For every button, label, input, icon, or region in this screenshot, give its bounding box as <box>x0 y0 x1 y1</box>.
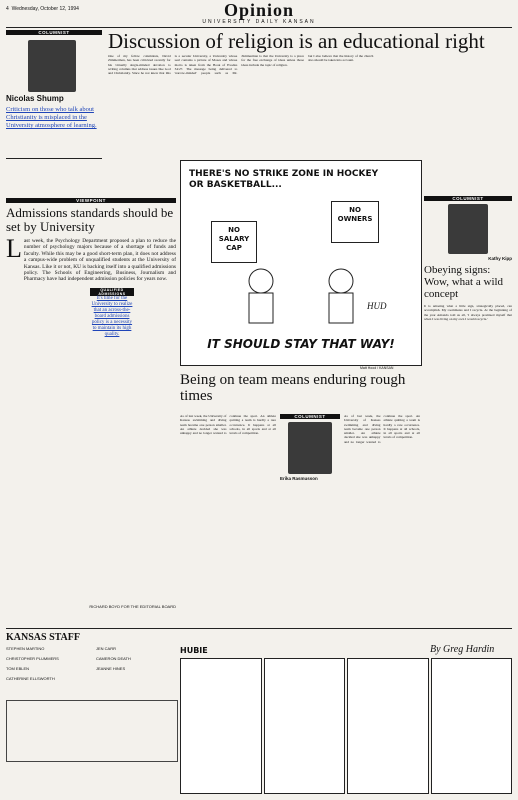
cartoon-sign-1: NO SALARY CAP <box>211 221 257 263</box>
staff-name: CHRISTOPHER PLUMMERS <box>6 656 59 661</box>
team-body: As of last week, the University of Kansas swimming and diving team became one person smaller. An athlete decided she was unhappy and no longer wanted to continue the sport. An athlete quitting a team is hardly a rare occurrence. It happens at all schools, in all sports and at all levels of competition. <box>180 414 276 436</box>
top-story-continued: but I also believe that the history of the church also should be taken into account. <box>308 54 374 63</box>
cartoon-sign-2: NO OWNERS <box>331 201 379 243</box>
top-headline: Discussion of religion is an educational right <box>108 29 485 53</box>
cartoon-caption: IT SHOULD STAY THAT WAY! <box>207 337 395 351</box>
paper-name: UNIVERSITY DAILY KANSAN <box>202 19 316 25</box>
pullquote <box>90 288 134 338</box>
viewpoint-headline: Admissions standards should be set by University <box>6 205 174 234</box>
masthead <box>0 0 518 25</box>
team-columnist-name: Erika Rasmusson <box>280 476 318 481</box>
staff-names-right <box>96 646 176 671</box>
viewpoint-top-rule <box>6 158 102 159</box>
staff-names-left <box>6 646 86 681</box>
columnist-name: Nicolas Shump <box>6 94 64 103</box>
staff-name: JEANNE HINES <box>96 666 126 671</box>
viewpoint-body: ast week, the Psychology Department proposed a plan to reduce the number of psychology majors because of a shortage of funds and faculty. While this may be a good short-term plan, it does not address a campus-wide problem of unqualified students at the University of Kansas. Like it or not, KU is backing itself into a qualified admissions policy. The Schools of Engineering, Business, Journalism and Pharmacy have had independent admission policies for years now. <box>23 238 176 283</box>
comic-panel-1 <box>180 658 262 794</box>
staff-name: CATHERINE ELLSWORTH <box>6 676 55 681</box>
cartoon-text: THERE'S NO STRIKE ZONE IN HOCKEY OR BASKETBALL... <box>189 169 379 190</box>
bottom-rule <box>6 628 512 629</box>
viewpoint-body-container <box>6 238 176 558</box>
viewpoint-label: VIEWPOINT <box>6 198 176 203</box>
staff-title: KANSAS STAFF <box>6 632 80 643</box>
team-body-continued: As of last week, the University of Kansas swimming and diving team became one person smaller. An athlete decided she was unhappy and no longer wanted to continue the sport. An athlete quitting a team is hardly a rare occurrence. It happens at all schools, in all sports and at all levels of competition. <box>344 414 420 444</box>
top-columnist-sidebar <box>6 30 102 129</box>
right-columnist-photo <box>448 204 488 254</box>
comic-strip <box>180 658 512 794</box>
pullquote-text: It's time for the University to realize that an across-the-board admissions policy is a necessity to maintain its high quality. <box>91 296 133 337</box>
team-columnist-photo <box>288 422 332 474</box>
comic-panel-3 <box>347 658 429 794</box>
page-number: 4 <box>6 6 9 12</box>
pullquote-label: QUALIFIED ADMISSIONS <box>90 288 134 296</box>
columnist-blurb: Criticism on those who talk about Christianity is misplaced in the University atmosphere of learning. <box>6 106 97 129</box>
comic-panel-2 <box>264 658 346 794</box>
section-title: Opinion <box>223 0 295 20</box>
team-headline: Being on team means enduring rough times <box>180 372 406 404</box>
comic-title: HUBIE <box>180 646 208 655</box>
team-columnist-label: COLUMNIST <box>280 414 340 419</box>
right-body: It is amazing what a little sign, strategically placed, can accomplish. My roommates and I recycle. At the beginning of the year Amanda told us all, 'I always promised myself that when I was living on my own I would recycle.' <box>424 304 512 321</box>
comic-panel-4 <box>431 658 513 794</box>
columnist-label: COLUMNIST <box>6 30 102 35</box>
cartoon-figures-icon <box>221 261 381 331</box>
right-columnist <box>424 196 512 321</box>
top-story-body: One of my fellow columnists, David Zimmerman, has been criticized recently for his virtually single-minded devotion to writing columns that address issues like God and Christianity. Since he not knew that this is a secular University, a University whose seal contains a picture of Moses and whose motto is taken from the Book of Exodus 34:27. The message being delivered to 'narrow-minded' people such as Mr. Zimmerman is that the University is a place for the free exchange of ideas unless those ideas include the topic of religion. <box>108 54 304 76</box>
editorial-signature: RICHARD BOYD FOR THE EDITORIAL BOARD <box>89 604 176 609</box>
cartoon-artist: HUD <box>367 301 387 311</box>
right-headline: Obeying signs: Wow, what a wild concept <box>424 264 504 300</box>
page-date: Wednesday, October 12, 1994 <box>11 6 79 12</box>
cartoon-credit: Matt Hood / KANSAN <box>360 366 394 370</box>
staff-name: CAMERON DEATH <box>96 656 131 661</box>
staff-name: STEPHEN MARTINO <box>6 646 45 651</box>
staff-name: TOM EBLEN <box>6 666 30 671</box>
comic-artist: By Greg Hardin <box>430 644 495 655</box>
staff-name: JEN CARR <box>96 646 117 651</box>
columnist-photo <box>28 40 76 92</box>
editorial-cartoon <box>180 160 422 366</box>
right-columnist-label: COLUMNIST <box>424 196 512 201</box>
staff-directory-box <box>6 700 178 762</box>
drop-cap: L <box>6 238 22 263</box>
team-columnist <box>280 414 340 481</box>
masthead-rule <box>6 27 512 28</box>
right-columnist-name: Kathy Kipp <box>488 256 512 261</box>
